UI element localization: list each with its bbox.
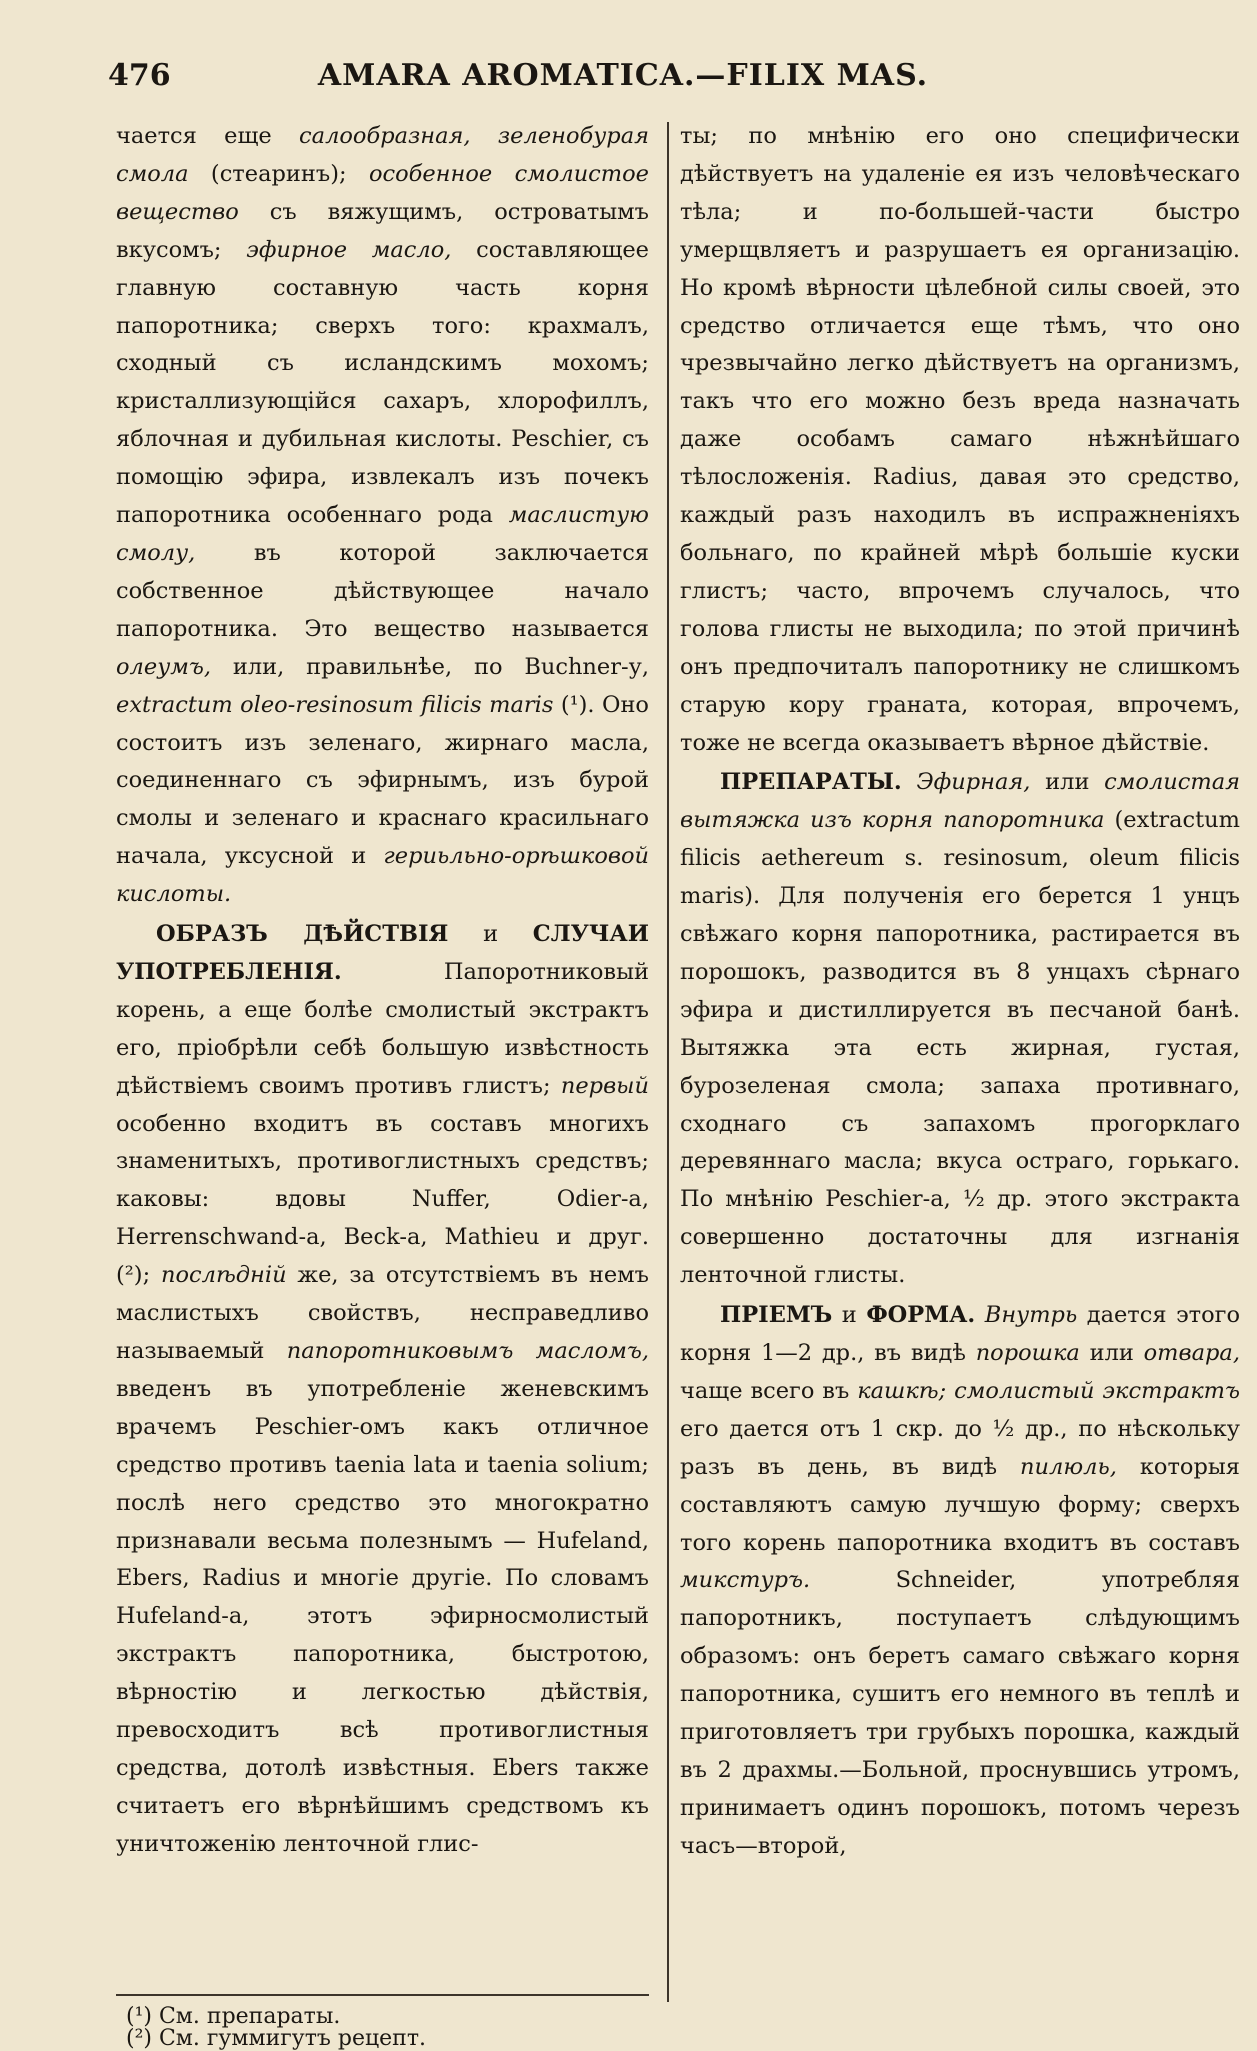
section-heading: ПРЕПАРАТЫ. bbox=[720, 769, 902, 796]
right-column bbox=[680, 118, 1240, 1866]
footnote-separator bbox=[116, 1994, 649, 1996]
footnotes bbox=[126, 2006, 426, 2050]
footnote-2: (²) См. гуммигутъ рецепт. bbox=[126, 2026, 426, 2051]
composition-paragraph: чается еще салообразная, зеленобурая смола (стеаринъ); особенное смолистое вещество съ вяжущимъ, островатымъ вкусомъ; эфирное масло, составляющее главную составную часть корня папоротника; сверхъ того: крахмалъ, сходный съ исландскимъ мохомъ; кристаллизующійся сахаръ, хлорофиллъ, яблочная и дубильная кислоты. Peschier, съ помощію эфира, извлекалъ изъ почекъ папоротника особеннаго рода маслистую смолу, въ которой заключается собственное дѣйствующее начало папоротника. Это вещество называется олеумъ, или, правильнѣе, по Buchner-у, extractum oleo-resinosum filicis maris (¹). Оно состоитъ изъ зеленаго, жирнаго масла, соединеннаго съ эфирнымъ, изъ бурой смолы и зеленаго и краснаго красильнаго начала, уксусной и гериьльно-орѣшковой кислоты. bbox=[116, 123, 650, 908]
preparations-paragraph: ПРЕПАРАТЫ. Эфирная, или смолистая вытяжка изъ корня папоротника (extractum filicis aethereum s. resinosum, oleum filicis maris). Для полученія его берется 1 унцъ свѣжаго корня папоротника, растирается въ порошокъ, разводится въ 8 унцахъ сѣрнаго эфира и дистиллируется въ песчаной банѣ. Вытяжка эта есть жирная, густая, бурозеленая смола; запаха противнаго, сходнаго съ запахомъ прогорклаго деревяннаго масла; вкуса остраго, горькаго. По мнѣнію Peschier-а, ½ др. этого экстракта совершенно достаточны для изгнанія ленточной глисты. bbox=[680, 769, 1241, 1289]
column-divider bbox=[667, 122, 669, 2002]
section-heading: ОБРАЗЪ ДѢЙСТВІЯ bbox=[156, 921, 449, 948]
running-title: AMARA AROMATICA.—FILIX MAS. bbox=[317, 58, 929, 93]
section-heading: ФОРМА. bbox=[866, 1302, 976, 1329]
footnote-1: (¹) См. препараты. bbox=[126, 2004, 341, 2029]
dosage-paragraph: ПРІЕМЪ и ФОРМА. Внутрь дается этого корня 1—2 др., въ видѣ порошка или отвара, чаще всего въ кашкѣ; смолистый экстрактъ его дается отъ 1 скр. до ½ др., по нѣскольку разъ въ день, въ видѣ пилюль, которыя составляютъ самую лучшую форму; сверхъ того корень папоротника входитъ въ составъ микстуръ. Schneider, употребляя папоротникъ, поступаетъ слѣдующимъ образомъ: онъ беретъ самаго свѣжаго корня папоротника, сушитъ его немного въ теплѣ и приготовляетъ три грубыхъ порошка, каждый въ 2 драхмы.—Больной, проснувшись утромъ, принимаетъ одинъ порошокъ, потомъ черезъ часъ—второй, bbox=[680, 1302, 1241, 1859]
section-heading: ПРІЕМЪ bbox=[720, 1302, 833, 1329]
page-number: 476 bbox=[108, 58, 171, 93]
section-heading: СЛУЧАИ УПОТРЕБЛЕНІЯ. bbox=[116, 921, 649, 985]
action-and-use-paragraph: ОБРАЗЪ ДѢЙСТВІЯ и СЛУЧАИ УПОТРЕБЛЕНІЯ. Папоротниковый корень, а еще болѣе смолистый экстрактъ его, пріобрѣли себѣ большую извѣстность дѣйствіемъ своимъ противъ глистъ; первый особенно входитъ въ составъ многихъ знаменитыхъ, противоглистныхъ средствъ; каковы: вдовы Nuffer, Odier-а, Herrenschwand-а, Beck-а, Mathieu и друг. (²); послѣдній же, за отсутствіемъ въ немъ маслистыхъ свойствъ, несправедливо называемый папоротниковымъ масломъ, введенъ въ употребленіе женевскимъ врачемъ Peschier-омъ какъ отличное средство противъ taenia lata и taenia solium; послѣ него средство это многократно признавали весьма полезнымъ — Hufeland, Ebers, Radius и многіе другіе. По словамъ Hufeland-а, этотъ эфирносмолистый экстрактъ папоротника, быстротою, вѣрностію и легкостью дѣйствія, превосходитъ всѣ противоглистныя средства, дотолѣ извѣстныя. Ebers также считаетъ его вѣрнѣйшимъ средствомъ къ уничтоженію ленточной глис- bbox=[116, 921, 650, 1857]
left-column bbox=[116, 118, 649, 1864]
page-header bbox=[108, 58, 1138, 102]
continuation-paragraph: ты; по мнѣнію его оно специфически дѣйствуетъ на удаленіе ея изъ человѣческаго тѣла; и по-большей-части быстро умерщвляетъ и разрушаетъ ея организацію. Но кромѣ вѣрности цѣлебной силы своей, это средство отличается еще тѣмъ, что оно чрезвычайно легко дѣйствуетъ на организмъ, такъ что его можно безъ вреда назначать даже особамъ самаго нѣжнѣйшаго тѣлосложенія. Radius, давая это средство, каждый разъ находилъ въ испражненіяхъ больнаго, по крайней мѣрѣ большіе куски глистъ; часто, впрочемъ случалось, что голова глисты не выходила; по этой причинѣ онъ предпочиталъ папоротнику не слишкомъ старую кору граната, которая, впрочемъ, тоже не всегда оказываетъ вѣрное дѣйствіе. bbox=[680, 123, 1240, 756]
